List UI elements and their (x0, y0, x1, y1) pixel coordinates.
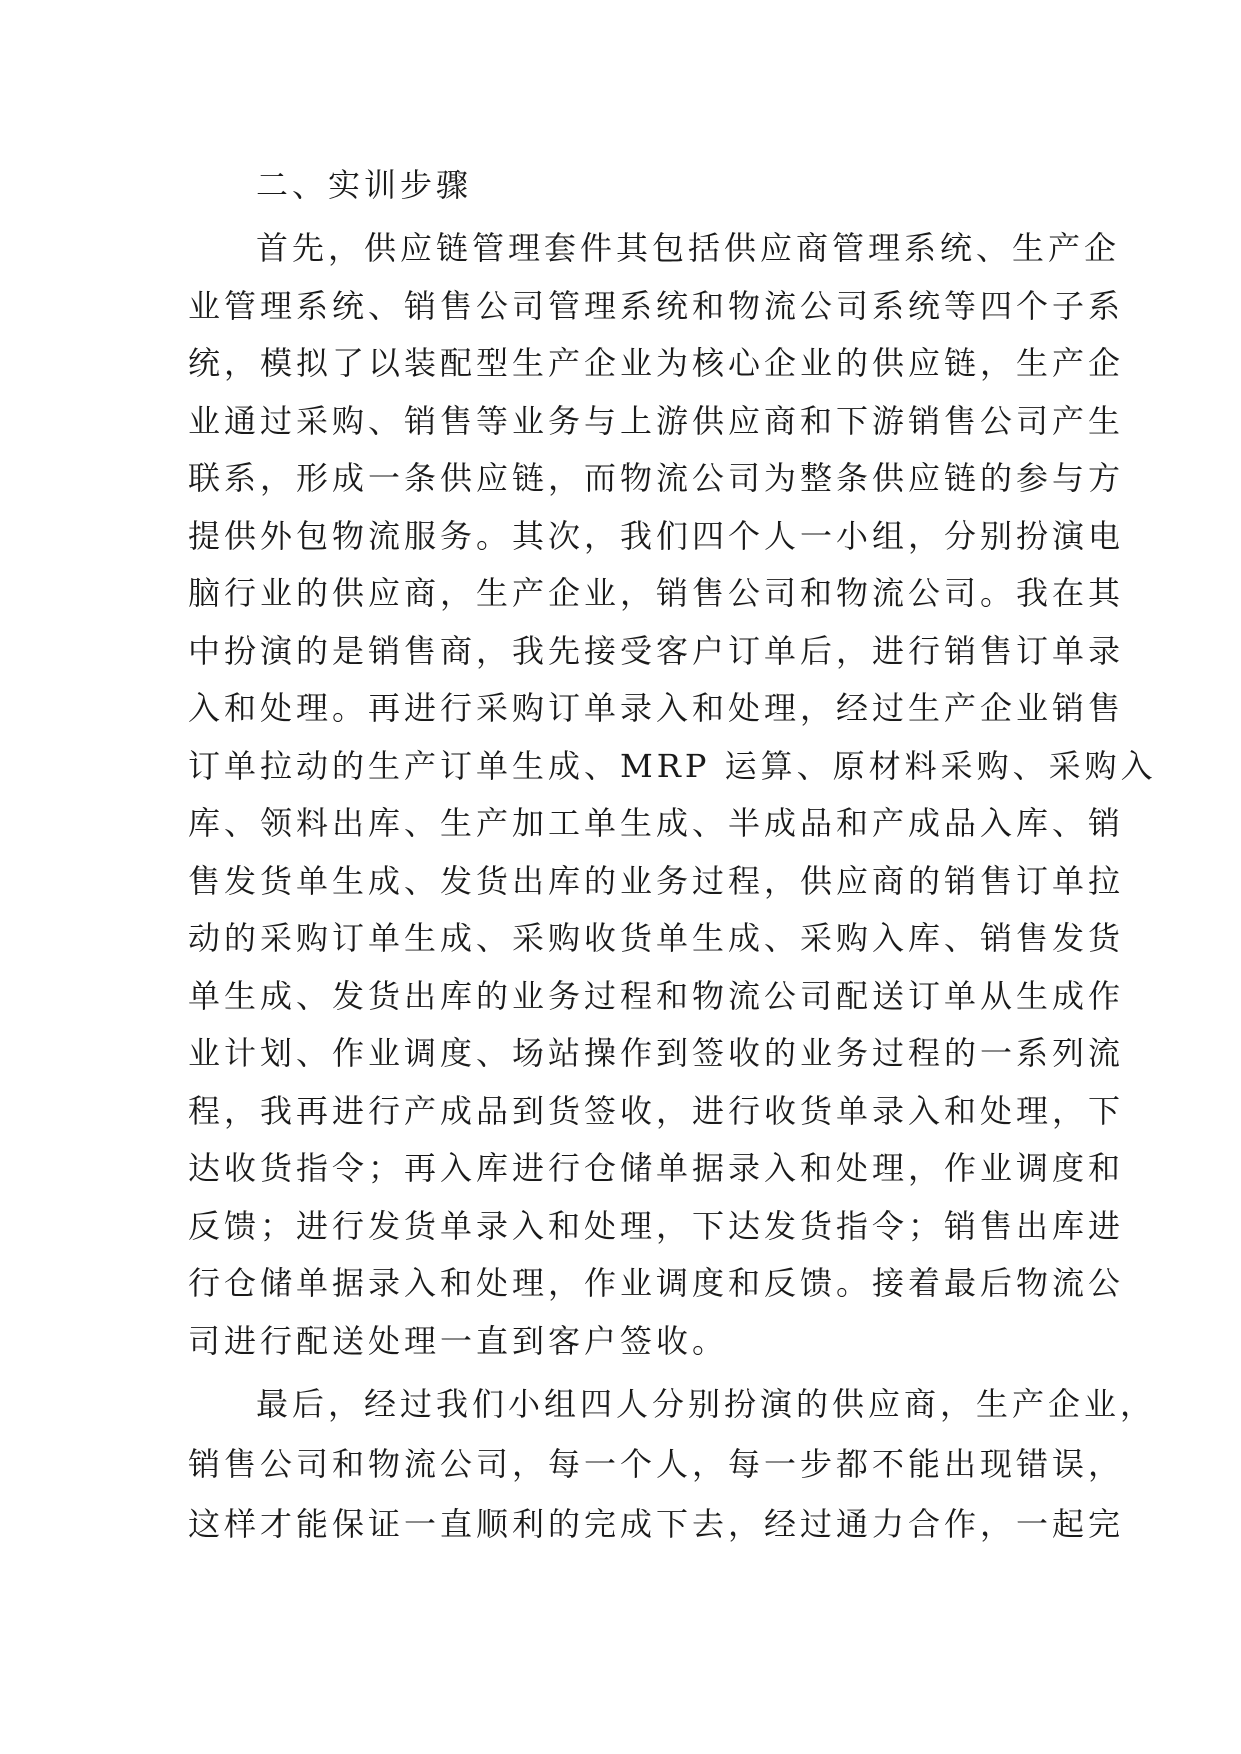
paragraph-line: 业计划、作业调度、场站操作到签收的业务过程的一系列流 (188, 1034, 1125, 1072)
paragraph-line: 动的采购订单生成、采购收货单生成、采购入库、销售发货 (188, 919, 1125, 957)
paragraph-line: 售发货单生成、发货出库的业务过程，供应商的销售订单拉 (188, 861, 1125, 900)
section-heading: 二、实训步骤 (256, 166, 473, 204)
paragraph-line: 销售公司和物流公司，每一个人，每一步都不能出现错误， (188, 1445, 1125, 1483)
paragraph-line: 这样才能保证一直顺利的完成下去，经过通力合作，一起完 (188, 1505, 1125, 1543)
paragraph-line: 程，我再进行产成品到货签收，进行收货单录入和处理，下 (188, 1091, 1125, 1130)
paragraph-line: 反馈；进行发货单录入和处理，下达发货指令；销售出库进 (188, 1206, 1125, 1245)
paragraph-line: 提供外包物流服务。其次，我们四个人一小组，分别扮演电 (188, 516, 1125, 555)
paragraph-line: 达收货指令；再入库进行仓储单据录入和处理，作业调度和 (188, 1149, 1125, 1187)
paragraph-line: 脑行业的供应商，生产企业，销售公司和物流公司。我在其 (188, 574, 1125, 612)
paragraph-line: 入和处理。再进行采购订单录入和处理，经过生产企业销售 (188, 689, 1125, 727)
paragraph-line: 业通过采购、销售等业务与上游供应商和下游销售公司产生 (188, 401, 1125, 440)
paragraph-line: 首先，供应链管理套件其包括供应商管理系统、生产企 (256, 229, 1121, 267)
paragraph-line: 司进行配送处理一直到客户签收。 (188, 1321, 729, 1360)
paragraph-line: 订单拉动的生产订单生成、MRP 运算、原材料采购、采购入 (188, 746, 1157, 785)
paragraph-line: 业管理系统、销售公司管理系统和物流公司系统等四个子系 (188, 286, 1125, 325)
paragraph-line: 中扮演的是销售商，我先接受客户订单后，进行销售订单录 (188, 631, 1125, 670)
paragraph-line: 单生成、发货出库的业务过程和物流公司配送订单从生成作 (188, 976, 1125, 1015)
paragraph-line: 最后，经过我们小组四人分别扮演的供应商，生产企业， (256, 1385, 1157, 1423)
paragraph-2 (188, 1374, 1157, 1554)
paragraph-1 (188, 220, 1157, 1370)
paragraph-line: 统，模拟了以装配型生产企业为核心企业的供应链，生产企 (188, 344, 1125, 382)
paragraph-line: 库、领料出库、生产加工单生成、半成品和产成品入库、销 (188, 804, 1125, 842)
paragraph-line: 联系，形成一条供应链，而物流公司为整条供应链的参与方 (188, 459, 1125, 497)
paragraph-line: 行仓储单据录入和处理，作业调度和反馈。接着最后物流公 (188, 1264, 1125, 1302)
